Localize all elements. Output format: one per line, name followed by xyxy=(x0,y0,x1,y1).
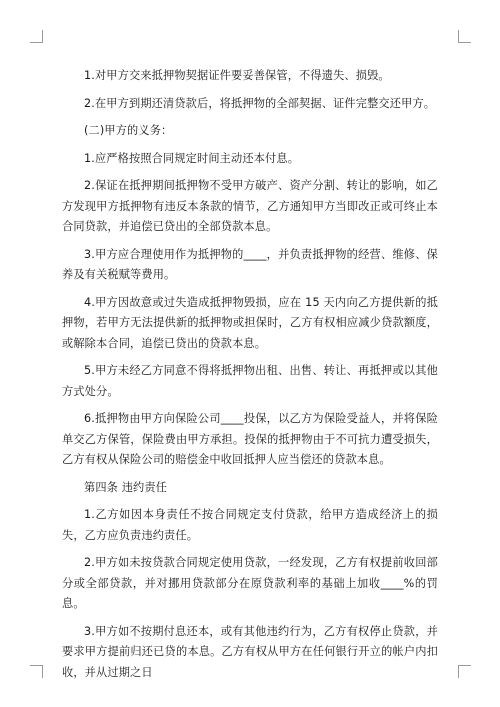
paragraph: 5.甲方未经乙方同意不得将抵押物出租、出售、转让、再抵押或以其他方式处分。 xyxy=(62,364,438,398)
paragraph: 2.甲方如未按贷款合同规定使用贷款，一经发现，乙方有权提前收回部分或全部贷款，并对挪用贷款部分在原贷款利率的基础上加收____%的罚息。 xyxy=(62,556,438,610)
paragraph: 1.对甲方交来抵押物契据证件要妥善保管，不得遗失、损毁。 xyxy=(84,69,390,82)
paragraph: 1.乙方如因本身责任不按合同规定支付贷款，给甲方造成经济上的损失，乙方应负责违约责任。 xyxy=(62,508,438,542)
article-heading: 第四条 违约责任 xyxy=(84,480,168,494)
section-subheading: (二)甲方的义务： xyxy=(84,124,173,137)
paragraph: 1.应严格按照合同规定时间主动还本付息。 xyxy=(84,151,300,165)
document-body xyxy=(62,66,438,690)
crop-mark-top-right xyxy=(458,30,471,43)
paragraph: 4.甲方因故意或过失造成抵押物毁损，应在 15 天内向乙方提供新的抵押物，若甲方无法提供新的抵押物或担保时，乙方有权相应减少贷款额度，或解除本合同，追偿已贷出的贷款本息。 xyxy=(62,295,438,350)
crop-mark-top-left xyxy=(30,30,43,43)
paragraph: 3.甲方如不按期付息还本，或有其他违约行为，乙方有权停止贷款，并要求甲方提前归还已贷的本息。乙方有权从甲方在任何银行开立的帐户内扣收，并从过期之日 xyxy=(62,624,438,679)
paragraph: 2.在甲方到期还清贷款后，将抵押物的全部契据、证件完整交还甲方。 xyxy=(84,96,436,110)
crop-mark-bottom-left xyxy=(30,665,43,678)
paragraph: 3.甲方应合理使用作为抵押物的____，并负责抵押物的经营、维修、保养及有关税赋等费用。 xyxy=(62,247,438,281)
paragraph: 2.保证在抵押期间抵押物不受甲方破产、资产分割、转让的影响，如乙方发现甲方抵押物有违反本条款的情节，乙方通知甲方当即改正或可终止本合同贷款，并追偿已贷出的全部贷款本息。 xyxy=(62,179,438,233)
crop-mark-bottom-right xyxy=(458,665,471,678)
paragraph: 6.抵押物由甲方向保险公司____投保，以乙方为保险受益人，并将保险单交乙方保管，保险费由甲方承担。投保的抵押物由于不可抗力遭受损失，乙方有权从保险公司的赔偿金中收回抵押人应当偿还的贷款本息。 xyxy=(62,412,438,466)
